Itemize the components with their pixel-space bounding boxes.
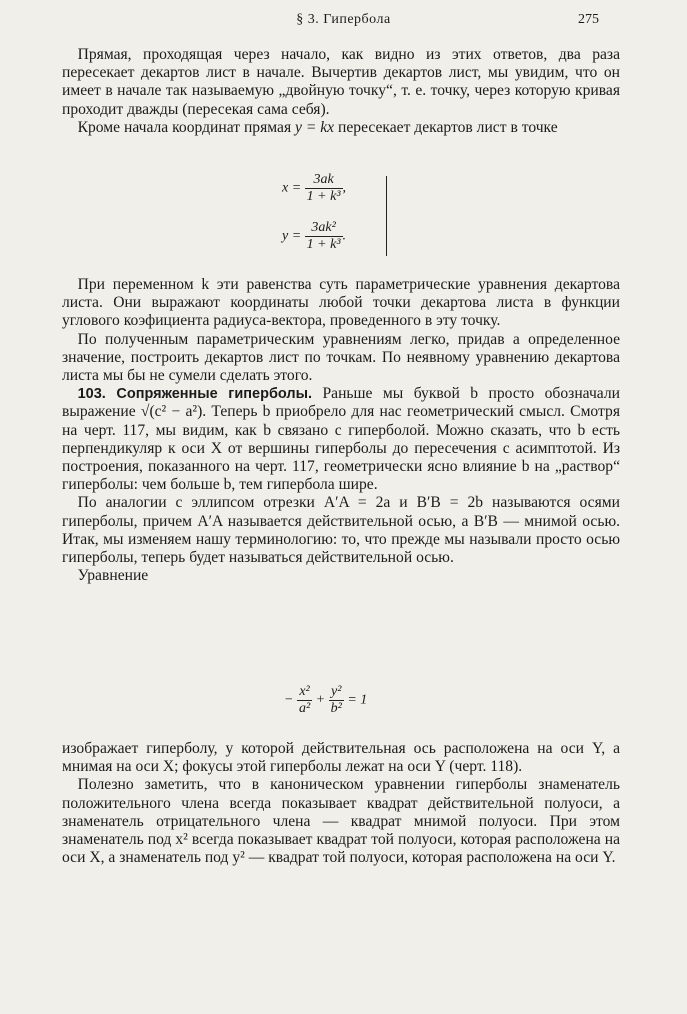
paragraph-construction: По полученным параметрическим уравнениям легко, придав a определенное значение, построить декартов лист по точкам. По неявному уравнению декартова листа мы бы не сумели сделать этого. — [62, 330, 620, 385]
page-number: 275 — [578, 12, 599, 27]
paragraph-intersection: Кроме начала координат прямая y = kx пересекает декартов лист в точке — [77, 118, 558, 136]
page-header — [0, 12, 687, 34]
paragraph-axes: По аналогии с эллипсом отрезки A′A = 2a и B′B = 2b называются осями гиперболы, причем A′A называется действительной осью, а B′B — мнимой осью. Итак, мы изменяем нашу терминологию: то, что прежде мы называли просто осью гиперболы, теперь будет называться действительной осью. — [62, 494, 620, 567]
fraction-x: $\frac{3ak}{\text{1 + k³}}$ — [306, 172, 341, 204]
text-block-bottom — [62, 740, 620, 867]
paragraph-parametric: При переменном k эти равенства суть параметрические уравнения декартова листа. Они выражают координаты любой точки декартова листа в функции углового коэфициента радиуса-вектора, проведенного в эту точку. — [62, 276, 620, 330]
equation-conjugate: − $\frac{\text{x²}}{\text{a²}}$ + $\frac{\text{y²}}{\text{b²}}$ = 1 — [284, 684, 368, 716]
paragraph-double-point: Прямая, проходящая через начало, как видно из этих ответов, два раза пересекает декартов лист в начале. Вычертив декартов лист, мы увидим, что он имеет в начале так называемую „двойную точку“, т. е. точку, через которую кривая проходит дважды (пересекая сама себя). — [62, 46, 620, 118]
paragraph-canonical-note: Полезно заметить, что в каноническом уравнении гиперболы знаменатель положительного члена всегда показывает квадрат действительной полуоси, а знаменатель отрицательного члена — квадрат мнимой полуоси. При этом знаменатель под x² всегда показывает квадрат той полуоси, которая расположена на оси X, а знаменатель под y² — квадрат той полуоси, которая расположена на оси Y. — [62, 776, 620, 867]
paragraph-conjugate-hyperbolas: 103. Сопряженные гиперболы. Раньше мы буквой b просто обозначали выражение √(c² − a²). Теперь b приобрело для нас геометрический смысл. Смотря на черт. 117, мы видим, как b связано с гиперболой. Можно сказать, что b есть перпендикуляр к оси X от вершины гиперболы до пересечения с асимптотой. Из построения, показанного на черт. 117, геометрически ясно влияние b на „раствор“ гиперболы: чем больше b, тем гипербола шире. — [62, 385, 620, 494]
equation-brace — [386, 176, 387, 256]
fraction-y: $\frac{\text{3ak²}}{\text{1 + k³}}$ — [306, 220, 341, 252]
hyperbola-equation — [0, 684, 687, 724]
running-title: § 3. Гипербола — [296, 12, 391, 27]
paragraph-equation-intro: Уравнение — [77, 567, 149, 585]
equation-y: y = $\frac{\text{3ak²}}{\text{1 + k³}}$ . — [282, 220, 347, 252]
inline-math-line: y = kx — [295, 118, 335, 136]
parametric-equations — [0, 170, 687, 262]
fraction-y2-b2: $\frac{\text{y²}}{\text{b²}}$ — [330, 684, 342, 716]
fraction-x2-a2: $\frac{\text{x²}}{\text{a²}}$ — [298, 684, 311, 716]
paragraph-real-axis-y: изображает гиперболу, у которой действительная ось расположена на оси Y, а мнимая на оси X; фокусы этой гиперболы лежат на оси Y (черт. 118). — [62, 740, 620, 776]
text-block-top — [62, 46, 620, 137]
text-block-middle — [62, 276, 620, 585]
equation-x: x = $\frac{3ak}{\text{1 + k³}}$ , — [282, 172, 347, 204]
section-heading: 103. Сопряженные гиперболы. — [77, 386, 313, 403]
